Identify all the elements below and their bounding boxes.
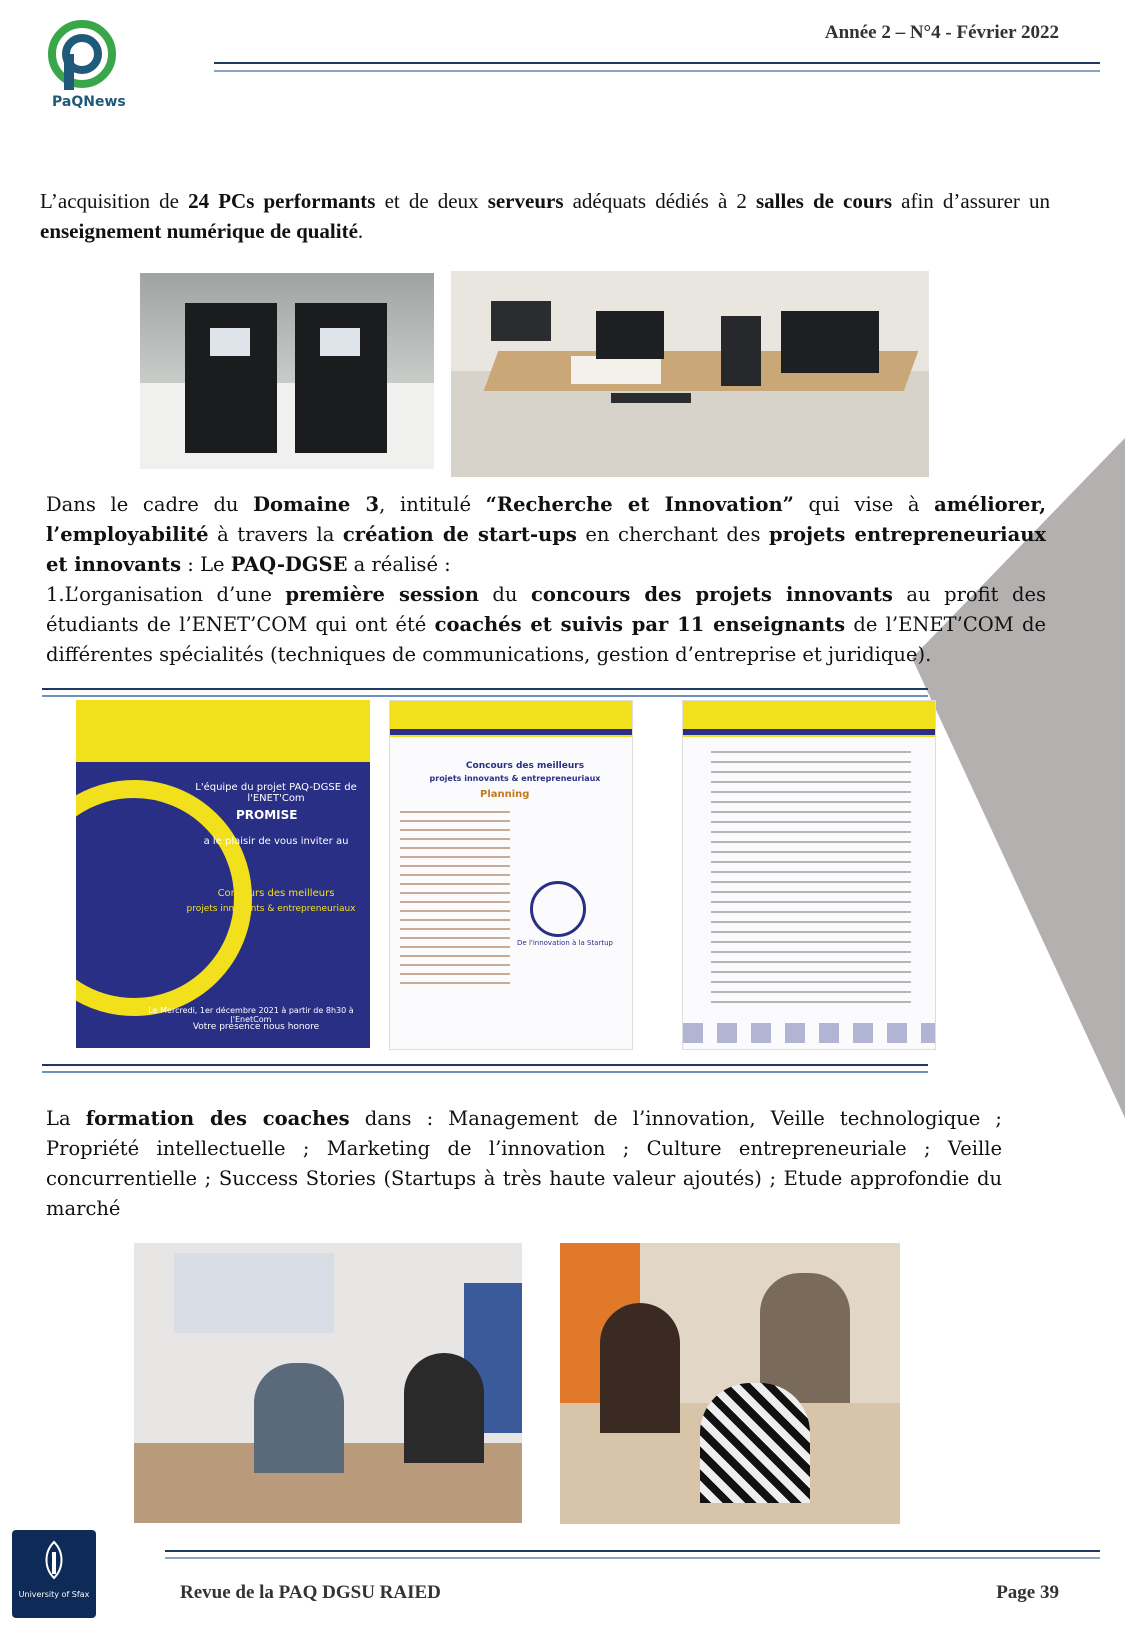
poster1-line4: projets innovants & entrepreneuriaux [186, 904, 356, 914]
poster2-planning: Planning [480, 789, 530, 800]
poster2-caption: De l'innovation à la Startup [517, 939, 613, 947]
photo-workshop-group [134, 1243, 522, 1523]
poster2-title1: Concours des meilleurs [465, 761, 585, 771]
logo-text: PaQNews [52, 94, 126, 110]
poster1-brand: PROMISE [236, 808, 298, 822]
footer-rule [165, 1550, 1100, 1559]
poster1-line1: L'équipe du projet PAQ-DGSE de l'ENET'Com [195, 782, 357, 804]
poster1-line3: Concours des meilleurs [217, 888, 335, 899]
paragraph-formation: La formation des coaches dans : Management de l’innovation, Veille technologique ; Propriété intellectuelle ; Marketing de l’innovation ; Culture entrepreneuriale ; Veille concurrentielle ; Success Stories (Startups à très haute valeur ajoutés) ; Etude approfondie du marché [46, 1107, 1002, 1220]
poster-invitation [76, 700, 370, 1048]
poster1-line6: Votre présence nous honore [192, 1022, 320, 1032]
poster1-line2: a le plaisir de vous inviter au [203, 836, 349, 847]
page-number: Page 39 [996, 1582, 1059, 1603]
poster2-title2: projets innovants & entrepreneuriaux [429, 774, 601, 783]
paragraph-acquisition: L’acquisition de 24 PCs performants et de deux serveurs adéquats dédiés à 2 salles de cours afin d’assurer un enseignement numérique de qualité. [40, 189, 1050, 243]
header-rule [214, 62, 1100, 72]
poster1-line5: Le Mercredi, 1er décembre 2021 à partir de 8h30 à l'EnetCom [148, 1006, 354, 1024]
poster-schedule [682, 700, 936, 1050]
issue-label: Année 2 – N°4 - Février 2022 [824, 22, 1059, 43]
separator-posters-top [42, 688, 928, 697]
photo-pc-towers [140, 273, 434, 469]
poster-planning [389, 700, 633, 1050]
footer-title: Revue de la PAQ DGSU RAIED [180, 1582, 441, 1603]
university-label: University of Sfax [18, 1590, 90, 1599]
separator-posters-bottom [42, 1064, 928, 1073]
photo-coaching-session [560, 1243, 900, 1524]
paragraph-domaine3: Dans le cadre du Domaine 3, intitulé “Recherche et Innovation” qui vise à améliorer, l’employabilité à travers la création de start-ups en cherchant des projets entrepreneuriaux et innovants : Le PAQ-DGSE a réalisé : 1.L’organisation d’une première session du concours des projets innovants au profit des étudiants de l’ENET’COM qui ont été coachés et suivis par 11 enseignants de l’ENET’COM de différentes spécialités (techniques de communications, gestion d’entreprise et juridique). [46, 493, 1047, 666]
photo-computer-classroom [451, 271, 929, 477]
university-logo [12, 1530, 96, 1618]
